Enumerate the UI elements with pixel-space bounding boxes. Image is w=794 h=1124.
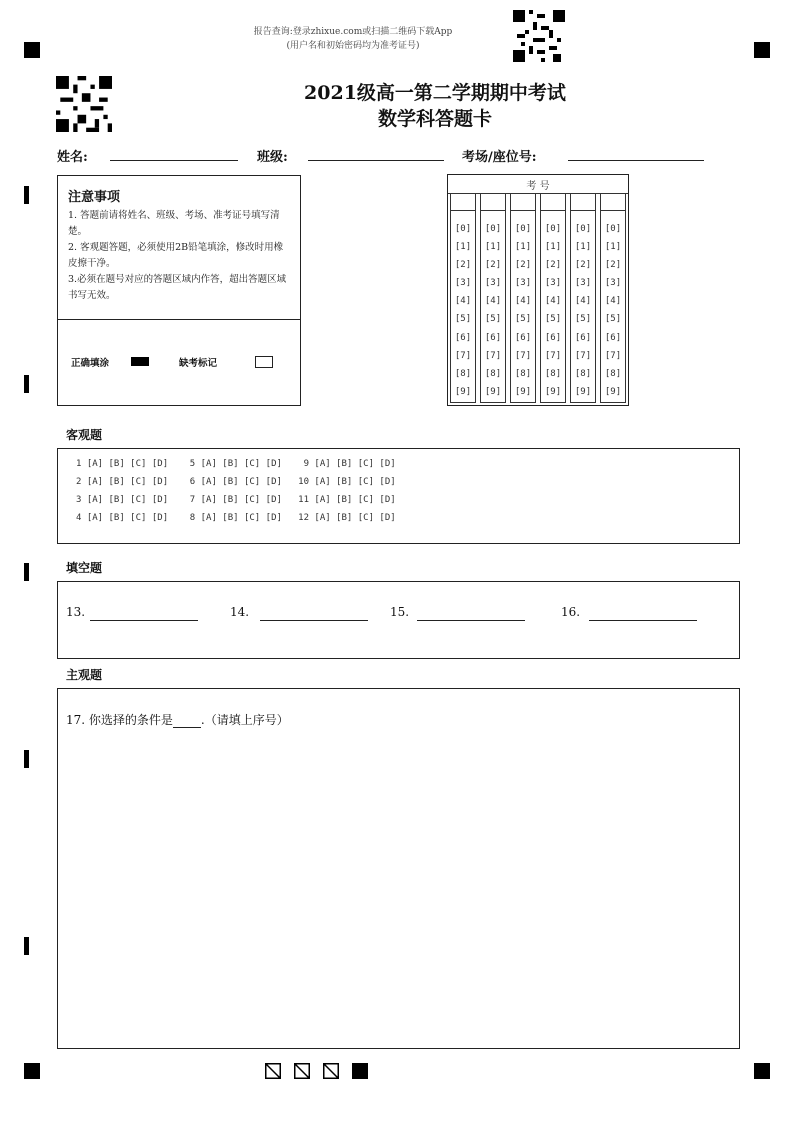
digit-bubble[interactable]: [2] [544,260,562,271]
registration-mark-bottom-left [24,1063,40,1079]
qr-code-icon [56,76,112,132]
digit-bubble[interactable]: [6] [484,332,502,343]
subjective-answer-box[interactable] [57,688,740,1049]
digit-bubble[interactable]: [4] [454,296,472,307]
report-query-text: 报告查询:登录zhixue.com或扫描二维码下载App [253,27,453,37]
digit-bubble[interactable]: [7] [514,350,532,361]
blank-answer-line[interactable] [417,620,525,621]
digit-bubble[interactable]: [8] [454,368,472,379]
digit-bubble[interactable]: [6] [454,332,472,343]
exam-number-label: 考 号 [526,181,550,192]
digit-bubble[interactable]: [6] [574,332,592,343]
digit-bubble[interactable]: [9] [484,386,502,397]
digit-bubble[interactable]: [5] [544,314,562,325]
digit-bubble[interactable]: [7] [544,350,562,361]
digit-bubble[interactable]: [5] [574,314,592,325]
subjective-section-title: 主观题 [66,668,103,682]
digit-bubble[interactable]: [3] [604,278,622,289]
digit-bubble[interactable]: [5] [604,314,622,325]
question-17-prompt [66,711,289,728]
exam-number-column[interactable] [510,193,536,403]
blank-number: 15. [390,605,410,619]
notice-item: 3.必须在题号对应的答题区域内作答，超出答题区域书写无效。 [68,274,287,301]
objective-row[interactable]: 4 [A] [B] [C] [D] 8 [A] [B] [C] [D] 12 [A] [B] [C] [D] [76,513,396,523]
digit-bubble[interactable]: [4] [514,296,532,307]
digit-bubble[interactable]: [0] [484,224,502,234]
digit-bubble[interactable]: [4] [604,296,622,307]
digit-bubble[interactable]: [9] [454,386,472,397]
digit-bubble[interactable]: [8] [514,368,532,379]
digit-bubble[interactable]: [9] [544,386,562,397]
digit-bubble[interactable]: [0] [544,224,562,234]
digit-bubble[interactable]: [7] [604,350,622,361]
notice-item: 1. 答题前请将姓名、班级、考场、准考证号填写清楚。 [68,210,280,237]
blank-number: 13. [66,605,86,619]
digit-bubble[interactable]: [5] [454,314,472,325]
notice-item: 2. 客观题答题，必须使用2B铅笔填涂，修改时用橡皮擦干净。 [68,242,284,269]
objective-row[interactable]: 2 [A] [B] [C] [D] 6 [A] [B] [C] [D] 10 [A] [B] [C] [D] [76,477,396,487]
registration-mark-top-left [24,42,40,58]
exam-number-column[interactable] [570,193,596,403]
digit-bubble[interactable]: [3] [484,278,502,289]
digit-bubble[interactable]: [9] [604,386,622,397]
blank-answer-line[interactable] [589,620,697,621]
digit-write-cell[interactable] [511,194,535,211]
notice-divider [58,319,300,320]
absent-mark-checkbox[interactable] [255,356,273,368]
registration-mark-bottom-right [754,1063,770,1079]
exam-number-column[interactable] [450,193,476,403]
exam-title: 2021级高一第二学期期中考试 [304,82,566,104]
registration-mark-top-right [754,42,770,58]
digit-bubble[interactable]: [7] [454,350,472,361]
digit-bubble[interactable]: [2] [454,260,472,271]
digit-bubble[interactable]: [1] [544,242,562,253]
timing-bar [24,937,29,955]
fill-blank-section-title: 填空题 [66,561,103,575]
slash-box-icon [265,1063,281,1079]
digit-bubble[interactable]: [4] [544,296,562,307]
digit-bubble[interactable]: [7] [484,350,502,361]
digit-bubble[interactable]: [6] [514,332,532,343]
digit-bubble[interactable]: [3] [544,278,562,289]
digit-bubble[interactable]: [1] [514,242,532,253]
room-seat-label: 考场/座位号: [462,150,537,165]
exam-number-column[interactable] [600,193,626,403]
digit-bubble[interactable]: [9] [514,386,532,397]
digit-bubble[interactable]: [1] [604,242,622,253]
filled-box-icon [352,1063,368,1079]
slash-box-icon [323,1063,339,1079]
correct-fill-label: 正确填涂 [71,358,110,369]
name-label: 姓名: [57,150,88,165]
digit-bubble[interactable]: [3] [514,278,532,289]
notice-list [68,208,290,304]
exam-number-column[interactable] [480,193,506,403]
report-query-note: (用户名和初始密码均为准考证号) [286,41,420,51]
exam-subtitle: 数学科答题卡 [377,108,492,130]
digit-bubble[interactable]: [5] [514,314,532,325]
digit-bubble[interactable]: [2] [574,260,592,271]
digit-bubble[interactable]: [3] [454,278,472,289]
digit-bubble[interactable]: [8] [604,368,622,379]
name-field[interactable] [110,160,238,161]
digit-bubble[interactable]: [7] [574,350,592,361]
digit-write-cell[interactable] [451,194,475,211]
blank-number: 14. [230,605,250,619]
question-17-blank[interactable] [173,715,201,728]
digit-bubble[interactable]: [2] [604,260,622,271]
digit-bubble[interactable]: [4] [574,296,592,307]
digit-bubble[interactable]: [9] [574,386,592,397]
digit-bubble[interactable]: [1] [454,242,472,253]
objective-answer-box [57,448,740,544]
digit-bubble[interactable]: [5] [484,314,502,325]
digit-bubble[interactable]: [8] [574,368,592,379]
blank-number: 16. [561,605,581,619]
objective-row[interactable]: 3 [A] [B] [C] [D] 7 [A] [B] [C] [D] 11 [A] [B] [C] [D] [76,495,396,505]
digit-write-cell[interactable] [571,194,595,211]
exam-number-column[interactable] [540,193,566,403]
blank-answer-line[interactable] [260,620,368,621]
objective-row[interactable]: 1 [A] [B] [C] [D] 5 [A] [B] [C] [D] 9 [A] [B] [C] [D] [76,459,396,469]
digit-bubble[interactable]: [0] [454,224,472,234]
digit-bubble[interactable]: [0] [514,224,532,234]
digit-bubble[interactable]: [0] [604,224,622,234]
digit-bubble[interactable]: [0] [574,224,592,234]
digit-bubble[interactable]: [8] [544,368,562,379]
timing-bar [24,750,29,768]
correct-fill-sample [131,357,149,366]
digit-bubble[interactable]: [6] [544,332,562,343]
timing-bar [24,375,29,393]
digit-bubble[interactable]: [4] [484,296,502,307]
objective-section-title: 客观题 [66,428,103,442]
blank-answer-line[interactable] [90,620,198,621]
question-17-text: 17. 你选择的条件是 [66,713,173,727]
digit-bubble[interactable]: [8] [484,368,502,379]
room-seat-field[interactable] [568,160,704,161]
digit-write-cell[interactable] [601,194,625,211]
class-label: 班级: [257,150,288,165]
notice-box [57,175,301,406]
digit-bubble[interactable]: [1] [484,242,502,253]
question-17-note: .（请填上序号） [200,713,289,727]
qr-code-icon [513,10,565,62]
fill-blank-answer-box [57,581,740,659]
timing-bar [24,186,29,204]
digit-write-cell[interactable] [541,194,565,211]
timing-bar [24,563,29,581]
digit-write-cell[interactable] [481,194,505,211]
notice-title: 注意事项 [68,190,121,205]
digit-bubble[interactable]: [3] [574,278,592,289]
class-field[interactable] [308,160,444,161]
digit-bubble[interactable]: [2] [514,260,532,271]
digit-bubble[interactable]: [2] [484,260,502,271]
digit-bubble[interactable]: [6] [604,332,622,343]
digit-bubble[interactable]: [1] [574,242,592,253]
absent-mark-label: 缺考标记 [179,358,218,369]
slash-box-icon [294,1063,310,1079]
